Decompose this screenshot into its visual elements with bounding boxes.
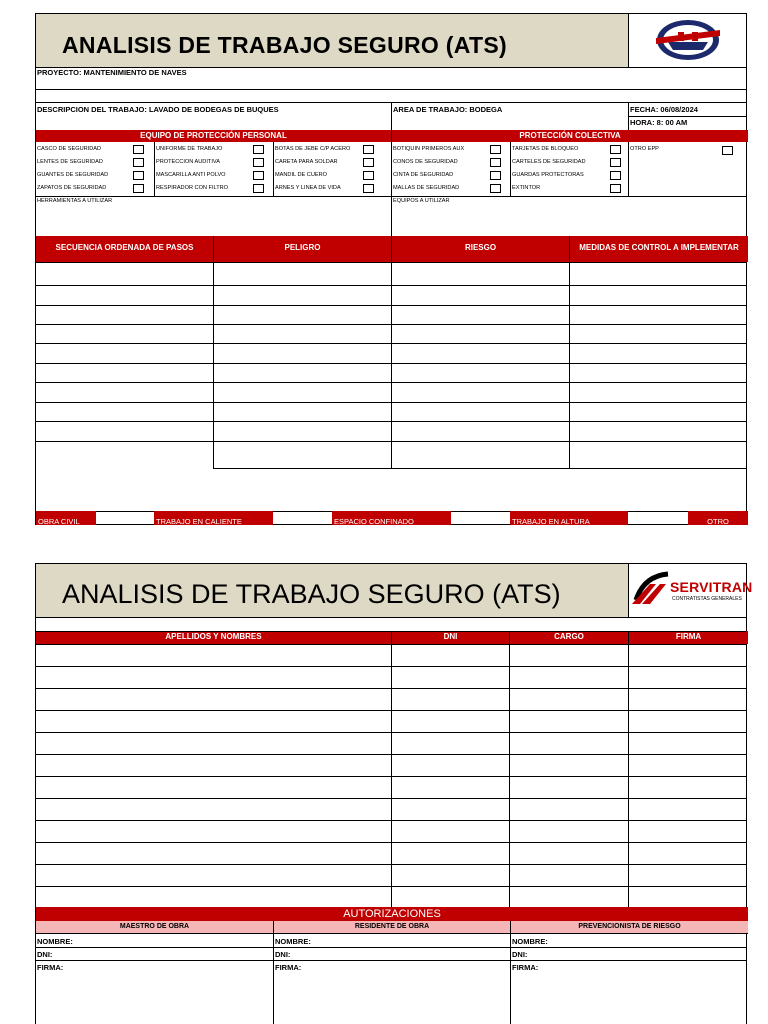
work-type-trabajo-altura: TRABAJO EN ALTURA xyxy=(510,511,628,525)
checkbox[interactable] xyxy=(610,171,621,180)
firma-label: FIRMA: xyxy=(37,963,64,972)
checkbox[interactable] xyxy=(133,171,144,180)
pc-header: PROTECCIÓN COLECTIVA xyxy=(392,130,748,142)
fecha-field: FECHA: 06/08/2024 xyxy=(630,105,698,114)
checkbox[interactable] xyxy=(253,145,264,154)
proyecto-field: PROYECTO: MANTENIMIENTO DE NAVES xyxy=(37,68,187,77)
epp-item: UNIFORME DE TRABAJO xyxy=(156,146,223,152)
work-type-box[interactable] xyxy=(273,511,332,525)
descripcion-field: DESCRIPCION DEL TRABAJO: LAVADO DE BODEGAS DE BUQUES xyxy=(37,105,279,114)
checkbox[interactable] xyxy=(490,158,501,167)
work-type-otro: OTRO xyxy=(688,511,748,525)
autorizaciones-band xyxy=(36,907,748,921)
epp-item: LENTES DE SEGURIDAD xyxy=(37,159,103,165)
firma-label: FIRMA: xyxy=(512,963,539,972)
servitran-sub: CONTRATISTAS GENERALES xyxy=(672,596,742,602)
steps-header: SECUENCIA ORDENADA DE PASOS xyxy=(55,243,194,252)
otro-epp-label: OTRO EPP xyxy=(630,146,659,152)
pc-item: MALLAS DE SEGURIDAD xyxy=(393,185,460,191)
work-type-box[interactable] xyxy=(451,511,510,525)
work-type-trabajo-caliente: TRABAJO EN CALIENTE xyxy=(154,511,273,525)
checkbox[interactable] xyxy=(363,158,374,167)
ats-sheet-2 xyxy=(35,563,753,1024)
people-header: FIRMA xyxy=(675,632,702,641)
epp-item: CARETA PARA SOLDAR xyxy=(275,159,338,165)
checkbox[interactable] xyxy=(133,158,144,167)
people-header: APELLIDOS Y NOMBRES xyxy=(165,632,262,641)
work-type-box[interactable] xyxy=(96,511,154,525)
checkbox[interactable] xyxy=(490,171,501,180)
work-type-box[interactable] xyxy=(628,511,688,525)
steps-header: RIESGO xyxy=(464,243,497,252)
role-header: PREVENCIONISTA DE RIESGO xyxy=(578,923,681,930)
role-header: RESIDENTE DE OBRA xyxy=(354,923,430,930)
checkbox[interactable] xyxy=(133,145,144,154)
checkbox[interactable] xyxy=(253,158,264,167)
checkbox[interactable] xyxy=(610,184,621,193)
checkbox[interactable] xyxy=(490,145,501,154)
checkbox[interactable] xyxy=(610,158,621,167)
epp-item: MANDIL DE CUERO xyxy=(275,172,328,178)
epp-item: GUANTES DE SEGURIDAD xyxy=(37,172,109,178)
epp-item: PROTECCION AUDITIVA xyxy=(156,159,220,165)
dni-label: DNI: xyxy=(275,950,291,959)
nombre-label: NOMBRE: xyxy=(37,937,73,946)
checkbox[interactable] xyxy=(253,184,264,193)
people-header: CARGO xyxy=(554,632,584,641)
checkbox[interactable] xyxy=(363,171,374,180)
servitran-logo xyxy=(630,570,753,610)
epp-header: EQUIPO DE PROTECCIÓN PERSONAL xyxy=(36,130,391,142)
steps-header: PELIGRO xyxy=(284,243,321,252)
servitran-brand: SERVITRAN xyxy=(670,579,753,595)
work-type-obra-civil: OBRA CIVIL xyxy=(36,511,96,525)
autorizaciones-title: AUTORIZACIONES xyxy=(343,908,441,920)
pc-item: TARJETAS DE BLOQUEO xyxy=(512,146,579,152)
role-header: MAESTRO DE OBRA xyxy=(119,923,190,930)
pc-item: CINTA DE SEGURIDAD xyxy=(393,172,454,178)
ats-sheet-1 xyxy=(35,13,747,525)
steps-header: MEDIDAS DE CONTROL A IMPLEMENTAR xyxy=(579,243,739,252)
nombre-label: NOMBRE: xyxy=(275,937,311,946)
equipos-label: EQUIPOS A UTILIZAR xyxy=(393,198,450,204)
epp-item: MASCARILLA ANTI POLVO xyxy=(156,172,226,178)
epp-item: ZAPATOS DE SEGURIDAD xyxy=(37,185,107,191)
checkbox[interactable] xyxy=(722,146,733,155)
checkbox[interactable] xyxy=(133,184,144,193)
dni-label: DNI: xyxy=(37,950,53,959)
people-header: DNI xyxy=(443,632,458,641)
page-title: ANALISIS DE TRABAJO SEGURO (ATS) xyxy=(62,579,561,609)
checkbox[interactable] xyxy=(490,184,501,193)
checkbox[interactable] xyxy=(363,184,374,193)
epp-item: ARNES Y LINEA DE VIDA xyxy=(275,185,341,191)
maritime-logo xyxy=(656,18,720,62)
nombre-label: NOMBRE: xyxy=(512,937,548,946)
servitran-logo-icon xyxy=(630,570,674,608)
hora-field: HORA: 8: 00 AM xyxy=(630,118,688,127)
pc-item: CONOS DE SEGURIDAD xyxy=(393,159,458,165)
pc-item: CARTELES DE SEGURIDAD xyxy=(512,159,586,165)
checkbox[interactable] xyxy=(363,145,374,154)
epp-item: RESPIRADOR CON FILTRO xyxy=(156,185,228,191)
firma-label: FIRMA: xyxy=(275,963,302,972)
checkbox[interactable] xyxy=(610,145,621,154)
dni-label: DNI: xyxy=(512,950,528,959)
epp-item: BOTAS DE JEBE C/P ACERO xyxy=(275,146,351,152)
checkbox[interactable] xyxy=(253,171,264,180)
area-field: AREA DE TRABAJO: BODEGA xyxy=(393,105,503,114)
work-type-espacio-confinado: ESPACIO CONFINADO xyxy=(332,511,451,525)
pc-item: GUARDAS PROTECTORAS xyxy=(512,172,584,178)
herramientas-label: HERRAMIENTAS A UTILIZAR xyxy=(37,198,113,204)
pc-item: BOTIQUIN PRIMEROS AUX xyxy=(393,146,465,152)
page-title: ANALISIS DE TRABAJO SEGURO (ATS) xyxy=(62,32,507,58)
pc-item: EXTINTOR xyxy=(512,185,541,191)
epp-item: CASCO DE SEGURIDAD xyxy=(37,146,102,152)
